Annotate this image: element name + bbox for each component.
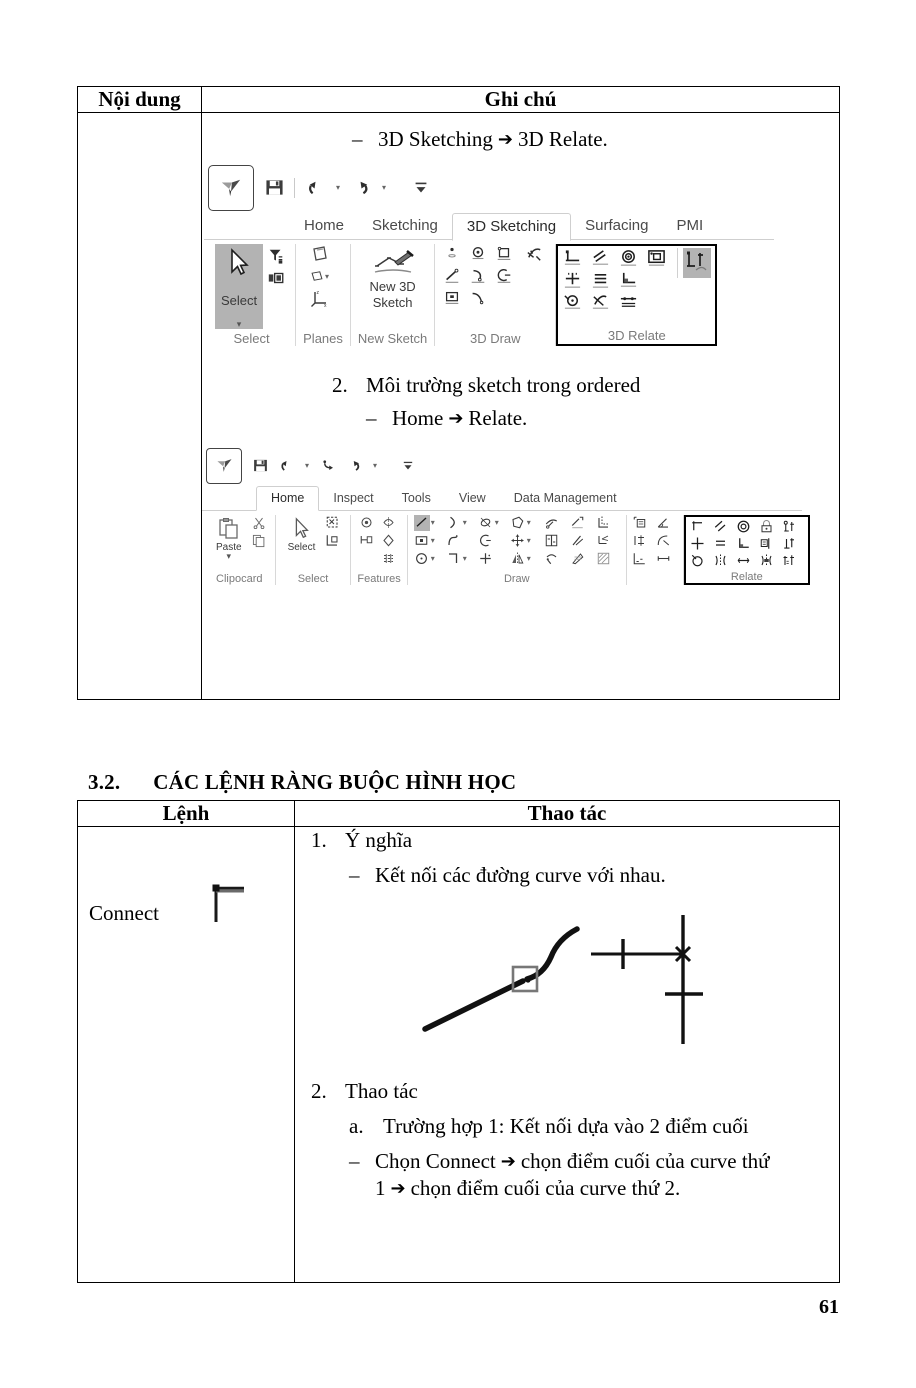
bullet-chon-part3: chọn điểm cuối của curve thứ 2. bbox=[410, 1175, 681, 1200]
bullet-dash-ket-noi: – bbox=[349, 863, 360, 888]
revolve-icon[interactable] bbox=[380, 515, 396, 531]
save-icon[interactable] bbox=[264, 178, 284, 198]
cell-ghi-chu-content bbox=[202, 113, 840, 700]
ribbon-tab-bar-2[interactable] bbox=[202, 486, 802, 511]
page-number: 61 bbox=[819, 1296, 839, 1318]
quick-access-toolbar-2[interactable] bbox=[202, 448, 802, 484]
offset-icon[interactable] bbox=[596, 515, 612, 531]
list-item-1-y-nghia bbox=[295, 827, 839, 854]
ribbon-group-relate bbox=[684, 515, 810, 585]
cut-icon[interactable] bbox=[251, 515, 267, 531]
tab-pmi[interactable]: PMI bbox=[676, 217, 704, 235]
perpendicular-icon[interactable] bbox=[736, 536, 752, 552]
perpendicular-relate-icon[interactable] bbox=[618, 270, 638, 290]
polygon-draw-icon[interactable] bbox=[510, 515, 526, 531]
relationship-assistant-icon[interactable] bbox=[782, 553, 798, 569]
ribbon-group-features bbox=[351, 515, 407, 585]
table-body-row bbox=[78, 113, 840, 700]
bullet2-text-before: Home bbox=[392, 406, 444, 431]
tab-tools[interactable]: Tools bbox=[401, 490, 431, 505]
quick-access-toolbar[interactable] bbox=[204, 165, 774, 211]
new-3d-sketch-icon bbox=[369, 248, 417, 278]
new-3d-sketch-label-line2: Sketch bbox=[372, 294, 413, 310]
bullet-text-before: 3D Sketching bbox=[378, 127, 493, 151]
table-header-row bbox=[78, 87, 840, 113]
list-marker-2-thao-tac: 2. bbox=[311, 1078, 327, 1103]
arrow-icon-4: ➔ bbox=[390, 1177, 406, 1199]
lock-icon[interactable] bbox=[759, 519, 775, 535]
corner-caret-icon[interactable]: ▾ bbox=[462, 554, 467, 564]
spline-icon[interactable] bbox=[468, 288, 488, 308]
connect-relate-icon[interactable] bbox=[562, 248, 582, 268]
tab-home-2[interactable]: Home bbox=[256, 486, 319, 511]
list-marker-1: 1. bbox=[311, 828, 327, 852]
ribbon-group-select bbox=[208, 244, 296, 346]
list-marker-2: 2. bbox=[332, 373, 348, 398]
circle-draw-icon[interactable] bbox=[414, 551, 430, 567]
symmetric-relate-icon[interactable] bbox=[590, 292, 610, 312]
select-button-label: Select bbox=[221, 293, 258, 309]
tab-3d-sketching[interactable]: 3D Sketching bbox=[452, 213, 571, 241]
svg-text:z: z bbox=[316, 290, 320, 297]
smart-dimension-icon[interactable] bbox=[632, 515, 648, 531]
list-item-2-text: Môi trường sketch trong ordered bbox=[366, 373, 641, 398]
ribbon-ordered-home[interactable] bbox=[202, 448, 802, 585]
thin-wall-icon[interactable] bbox=[380, 551, 396, 567]
redo-icon[interactable] bbox=[351, 178, 371, 198]
bullet-chon-part2: chọn điểm cuối của curve thứ 1 bbox=[375, 1149, 770, 1200]
ribbon-groups bbox=[204, 240, 774, 346]
extrude-icon[interactable] bbox=[358, 515, 374, 531]
cell-command bbox=[78, 827, 295, 1283]
bullet-dash-2: – bbox=[366, 406, 377, 431]
coordinate-dimension-icon[interactable] bbox=[632, 551, 648, 567]
select-label-2: Select bbox=[287, 541, 316, 553]
column-header-ghi-chu: Ghi chú bbox=[202, 87, 840, 113]
sub-item-a-text: Trường hợp 1: Kết nối dựa vào 2 điểm cuối bbox=[383, 1113, 749, 1138]
parallel-icon[interactable] bbox=[713, 519, 729, 535]
ellipse-caret-icon[interactable]: ▾ bbox=[494, 518, 499, 528]
ribbon-group-3d-relate bbox=[556, 244, 717, 346]
bullet-3d-sketching bbox=[202, 113, 839, 153]
arrow-icon: ➔ bbox=[497, 129, 513, 150]
rect-caret-icon[interactable]: ▾ bbox=[430, 536, 435, 546]
collinear-relate-icon[interactable] bbox=[618, 292, 638, 312]
table-noi-dung-ghi-chu bbox=[77, 86, 840, 700]
sub-item-a bbox=[295, 1105, 839, 1140]
table2-header-row bbox=[78, 801, 840, 827]
application-button-2[interactable] bbox=[206, 448, 242, 484]
group-label-new-sketch: New Sketch bbox=[357, 331, 428, 347]
list-item-2-thao-tac bbox=[295, 1074, 839, 1105]
sub-marker-a: a. bbox=[349, 1113, 364, 1138]
new-3d-sketch-label-line1: New 3D bbox=[369, 279, 416, 295]
column-header-lenh: Lệnh bbox=[78, 801, 295, 827]
figure-connect-illustration bbox=[295, 889, 839, 1074]
paste-icon bbox=[218, 517, 240, 541]
group-label-clipboard: Clipocard bbox=[216, 572, 263, 585]
connect-diagram-svg bbox=[415, 899, 715, 1059]
bullet-text-after: 3D Relate. bbox=[518, 127, 608, 151]
line-caret-icon[interactable]: ▾ bbox=[430, 518, 435, 528]
ribbon-group-new-sketch bbox=[351, 244, 435, 346]
select-dropdown-caret-icon[interactable]: ▾ bbox=[236, 319, 242, 330]
symmetric-icon[interactable] bbox=[713, 553, 729, 569]
plane-caret-icon[interactable]: ▾ bbox=[325, 271, 330, 281]
curve-icon[interactable] bbox=[494, 266, 514, 286]
group-label-relate: Relate bbox=[730, 570, 763, 583]
tab-sketching[interactable]: Sketching bbox=[372, 217, 438, 235]
stretch-icon[interactable] bbox=[570, 533, 586, 549]
pattern-icon[interactable] bbox=[380, 533, 396, 549]
cell-operation bbox=[295, 827, 840, 1283]
parallel-relate-icon[interactable] bbox=[590, 248, 610, 268]
section-heading bbox=[88, 770, 516, 795]
mirror-relate-icon[interactable] bbox=[759, 553, 775, 569]
connect-command-icon bbox=[210, 882, 250, 929]
undo-caret-icon[interactable]: ▾ bbox=[336, 183, 341, 192]
cell-noi-dung-empty bbox=[78, 113, 202, 700]
redo-branch-icon[interactable] bbox=[320, 458, 336, 474]
point-icon[interactable] bbox=[442, 244, 462, 264]
ribbon-group-select-2 bbox=[276, 515, 352, 585]
bullet-dash: – bbox=[352, 127, 363, 151]
bullet-ket-noi-curve bbox=[295, 854, 839, 888]
corner-draw-icon[interactable] bbox=[446, 551, 462, 567]
plane-draw-icon[interactable] bbox=[442, 288, 462, 308]
ribbon-group-clipboard bbox=[204, 515, 276, 585]
curve-draw-icon[interactable] bbox=[446, 533, 462, 549]
ribbon-group-planes bbox=[296, 244, 351, 346]
redo-caret-icon[interactable]: ▾ bbox=[382, 183, 387, 192]
connect-icon[interactable] bbox=[690, 519, 706, 535]
coincident-relate-icon[interactable] bbox=[646, 248, 666, 268]
column-header-thao-tac: Thao tác bbox=[295, 801, 840, 827]
fill-icon[interactable] bbox=[570, 551, 586, 567]
ribbon-group-3d-draw bbox=[435, 244, 556, 346]
tangent-circle-icon[interactable] bbox=[690, 553, 706, 569]
parallel-plane-icon[interactable] bbox=[310, 266, 330, 286]
polygon-caret-icon[interactable]: ▾ bbox=[526, 518, 531, 528]
line-icon[interactable] bbox=[442, 266, 462, 286]
concentric-icon[interactable] bbox=[736, 519, 752, 535]
divide-icon[interactable] bbox=[544, 533, 560, 549]
svg-text:x: x bbox=[324, 303, 327, 309]
new-3d-sketch-button[interactable] bbox=[363, 244, 423, 309]
cursor-arrow-icon bbox=[226, 247, 252, 279]
select-all-icon[interactable] bbox=[324, 515, 340, 531]
point-draw-icon[interactable] bbox=[478, 551, 494, 567]
rigid-set-icon[interactable] bbox=[782, 519, 798, 535]
select-set-icon[interactable] bbox=[266, 268, 286, 288]
arc-draw-icon[interactable] bbox=[446, 515, 462, 531]
diameter-dimension-icon[interactable] bbox=[632, 533, 648, 549]
group-label-3d-draw: 3D Draw bbox=[469, 331, 521, 347]
group-label-3d-relate: 3D Relate bbox=[607, 328, 666, 344]
circle-caret-icon[interactable]: ▾ bbox=[430, 554, 435, 564]
tab-data-management[interactable]: Data Management bbox=[513, 490, 617, 505]
concentric-relate-icon[interactable] bbox=[618, 248, 638, 268]
hatch-icon[interactable] bbox=[596, 551, 612, 567]
rotate-icon[interactable] bbox=[544, 551, 560, 567]
rectangle-icon[interactable] bbox=[494, 244, 514, 264]
move-draw-icon[interactable] bbox=[510, 533, 526, 549]
hole-icon[interactable] bbox=[358, 533, 374, 549]
move-caret-icon[interactable]: ▾ bbox=[526, 536, 531, 546]
horizontal-vertical-icon[interactable] bbox=[690, 536, 706, 552]
ellipse-draw-icon[interactable] bbox=[478, 515, 494, 531]
command-name: Connect bbox=[89, 901, 159, 925]
bullet-chon-part1: Chọn Connect bbox=[375, 1149, 496, 1174]
bullet-ket-noi-text: Kết nối các đường curve với nhau. bbox=[375, 863, 666, 888]
ribbon-groups-2 bbox=[202, 511, 802, 585]
ribbon-group-dimension bbox=[627, 515, 684, 585]
list-item-1-text: Ý nghĩa bbox=[345, 828, 413, 852]
extend-icon[interactable] bbox=[570, 515, 586, 531]
equal-relate-icon[interactable] bbox=[590, 270, 610, 290]
column-header-noi-dung: Nội dung bbox=[78, 87, 202, 113]
radius-dimension-icon[interactable] bbox=[656, 533, 672, 549]
trim-icon[interactable] bbox=[544, 515, 560, 531]
save-icon-2[interactable] bbox=[252, 458, 268, 474]
circle-icon[interactable] bbox=[468, 244, 488, 264]
table2-body-row bbox=[78, 827, 840, 1283]
redo-caret-icon-2[interactable]: ▾ bbox=[373, 461, 378, 471]
cursor-arrow-icon-2 bbox=[291, 517, 311, 541]
mirror-draw-icon[interactable] bbox=[510, 551, 526, 567]
horizontal-vertical-relate-icon[interactable] bbox=[562, 270, 582, 290]
bullet-dash-chon: – bbox=[349, 1149, 360, 1174]
group-label-select: Select bbox=[233, 331, 270, 347]
customize-toolbar-icon-2[interactable] bbox=[400, 458, 416, 474]
symmetric-axis-icon[interactable] bbox=[736, 553, 752, 569]
tab-home[interactable]: Home bbox=[304, 217, 345, 235]
arc-icon[interactable] bbox=[468, 266, 488, 286]
arrow-icon-3: ➔ bbox=[500, 1151, 516, 1173]
select-filter-icon[interactable] bbox=[266, 246, 286, 266]
tab-view[interactable]: View bbox=[458, 490, 486, 505]
application-button[interactable] bbox=[208, 165, 254, 211]
ribbon-group-draw bbox=[408, 515, 627, 585]
customize-toolbar-icon[interactable] bbox=[411, 178, 431, 198]
tab-surfacing[interactable]: Surfacing bbox=[585, 217, 649, 235]
bullet-chon-connect bbox=[295, 1140, 839, 1201]
tab-inspect[interactable]: Inspect bbox=[333, 490, 374, 505]
select-button-2[interactable] bbox=[282, 515, 322, 554]
group-label-planes: Planes bbox=[303, 331, 343, 347]
ribbon-tab-bar[interactable] bbox=[204, 213, 774, 241]
section-title: CÁC LỆNH RÀNG BUỘC HÌNH HỌC bbox=[153, 770, 517, 794]
table-lenh-thao-tac bbox=[77, 800, 840, 1283]
paste-label: Paste bbox=[216, 541, 242, 553]
measure-icon[interactable] bbox=[656, 551, 672, 567]
group-label-draw: Draw bbox=[503, 572, 530, 585]
arrow-icon-2: ➔ bbox=[448, 408, 464, 430]
copy-icon[interactable] bbox=[251, 533, 267, 549]
project-curve-icon[interactable] bbox=[524, 244, 544, 264]
fillet-draw-icon[interactable] bbox=[478, 533, 494, 549]
bullet-home-relate bbox=[202, 399, 839, 432]
list-item-2 bbox=[202, 346, 839, 399]
arc-caret-icon[interactable]: ▾ bbox=[462, 518, 467, 528]
group-label-select-2: Select bbox=[297, 572, 329, 585]
coordinate-system-icon[interactable] bbox=[310, 288, 330, 308]
undo-icon-2[interactable] bbox=[278, 458, 294, 474]
undo-caret-icon-2[interactable]: ▾ bbox=[305, 461, 310, 471]
toolbar-divider bbox=[294, 178, 295, 198]
select-button[interactable] bbox=[215, 244, 263, 329]
select-region-icon[interactable] bbox=[324, 533, 340, 549]
line-draw-icon[interactable] bbox=[414, 515, 430, 531]
ribbon-3d-sketching[interactable] bbox=[202, 165, 774, 347]
equal-icon[interactable] bbox=[713, 536, 729, 552]
scale-icon[interactable] bbox=[596, 533, 612, 549]
list-item-2-thao-tac-text: Thao tác bbox=[345, 1078, 418, 1103]
bullet2-text-after: Relate. bbox=[468, 406, 528, 431]
tangent-relate-icon[interactable] bbox=[562, 292, 582, 312]
redo-icon-2[interactable] bbox=[346, 458, 362, 474]
paste-caret-icon[interactable]: ▾ bbox=[226, 551, 232, 562]
coincident-plane-icon[interactable] bbox=[310, 244, 330, 264]
group-label-features: Features bbox=[357, 572, 401, 585]
undo-icon[interactable] bbox=[305, 178, 325, 198]
group-label-dimension-blank bbox=[632, 571, 678, 585]
rectangle-draw-icon[interactable] bbox=[414, 533, 430, 549]
section-number: 3.2. bbox=[88, 770, 121, 794]
collinear-icon[interactable] bbox=[759, 536, 775, 552]
relationship-handles-icon[interactable] bbox=[683, 248, 711, 278]
mirror-caret-icon[interactable]: ▾ bbox=[526, 554, 531, 564]
angle-dimension-icon[interactable] bbox=[656, 515, 672, 531]
tangent-icon[interactable] bbox=[782, 536, 798, 552]
paste-button[interactable] bbox=[210, 515, 248, 560]
